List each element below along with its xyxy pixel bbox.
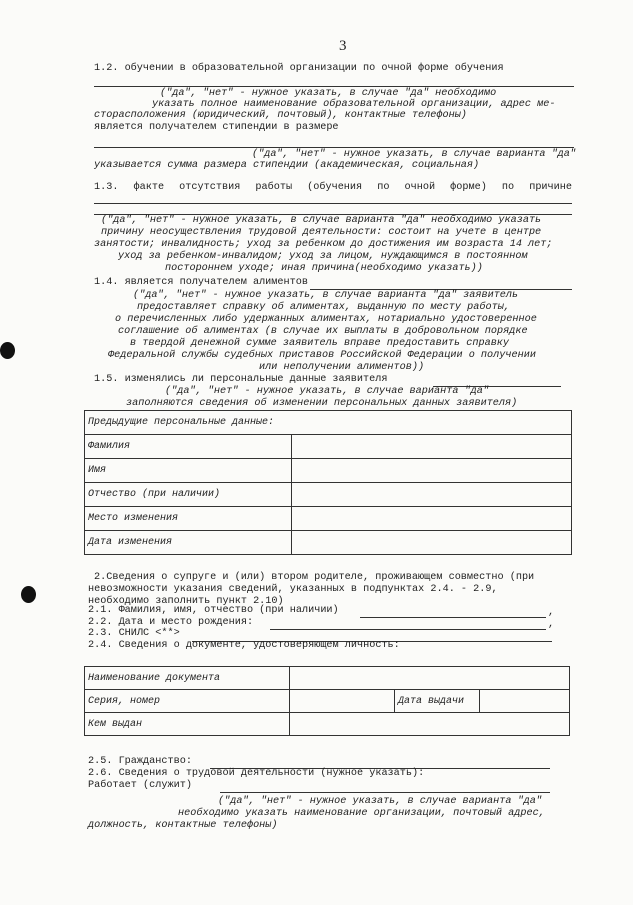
previous-personal-data-table bbox=[84, 410, 572, 555]
name-cell[interactable] bbox=[292, 459, 572, 483]
line-works[interactable] bbox=[220, 792, 550, 793]
line-2-1[interactable] bbox=[360, 617, 546, 618]
s1-2-stipend: является получателем стипендии в размере bbox=[94, 122, 339, 133]
s1-2-note-3: сторасположения (юридический, почтовый), контактные телефоны) bbox=[94, 110, 467, 121]
s1-3-note-5: постороннем уходе; иная причина(необходимо указать)) bbox=[165, 263, 483, 274]
item-2-3: 2.3. СНИЛС <**> bbox=[88, 628, 180, 639]
table-row: Имя bbox=[85, 459, 572, 483]
patronymic-cell[interactable] bbox=[292, 483, 572, 507]
change-place-cell[interactable] bbox=[292, 507, 572, 531]
table-row: Место изменения bbox=[85, 507, 572, 531]
item-2-2: 2.2. Дата и место рождения: bbox=[88, 617, 254, 628]
section-1-2-text: 1.2. обучении в образовательной организации по очной форме обучения bbox=[94, 63, 504, 74]
table-row: Отчество (при наличии) bbox=[85, 483, 572, 507]
s1-4-note-7: или неполучении алиментов)) bbox=[259, 362, 425, 373]
section-1-3-text: 1.3. факте отсутствия работы (обучения по очной форме) по причине bbox=[94, 182, 572, 193]
s1-2-note2-1: ("да", "нет" - нужное указать, в случае варианта "да" bbox=[252, 149, 577, 160]
line-stipend bbox=[94, 147, 574, 148]
page-number: 3 bbox=[339, 38, 347, 54]
table-row: Дата изменения bbox=[85, 531, 572, 555]
line-2-2[interactable] bbox=[270, 629, 546, 630]
s1-5-note-1: ("да", "нет" - нужное указать, в случае варианта "да" bbox=[165, 386, 490, 397]
item-2-6: 2.6. Сведения о трудовой деятельности (нужное указать): bbox=[88, 768, 425, 779]
table-header: Предыдущие персональные данные: bbox=[85, 411, 572, 435]
s1-3-note-3: занятости; инвалидность; уход за ребенком до достижения им возраста 14 лет; bbox=[94, 239, 553, 250]
issued-by-cell[interactable] bbox=[290, 713, 570, 736]
comma-2-2: , bbox=[548, 619, 555, 630]
item-2-5: 2.5. Гражданство: bbox=[88, 756, 192, 767]
s1-4-note-5: в твердой денежной сумме заявитель вправе предоставить справку bbox=[130, 338, 510, 349]
issue-date-cell[interactable] bbox=[480, 690, 570, 713]
doc-name-cell[interactable] bbox=[290, 667, 570, 690]
works-note-2: необходимо указать наименование организации, почтовый адрес, bbox=[178, 808, 545, 819]
s1-4-note-6: Федеральной службы судебных приставов Российской Федерации о получении bbox=[108, 350, 536, 361]
line-1-3-a bbox=[94, 203, 572, 204]
s1-2-note-2: указать полное наименование образовательной организации, адрес ме- bbox=[152, 99, 556, 110]
identity-document-table bbox=[84, 666, 570, 736]
section-2-para-3: необходимо заполнить пункт 2.10) bbox=[88, 596, 284, 607]
s1-3-note-4: уход за ребенком-инвалидом; уход за лицом, нуждающимся в постоянном bbox=[118, 251, 528, 262]
s1-4-note-2: предоставляет справку об алиментах, выданную по месту работы, bbox=[137, 302, 510, 313]
section-2-para-1: 2.Сведения о супруге и (или) втором родителе, проживающем совместно (при bbox=[94, 572, 535, 583]
series-number-cell[interactable] bbox=[290, 690, 395, 713]
works-label: Работает (служит) bbox=[88, 780, 192, 791]
section-1-5-text: 1.5. изменялись ли персональные данные заявителя bbox=[94, 374, 388, 385]
surname-cell[interactable] bbox=[292, 435, 572, 459]
s1-2-note2-2: указывается сумма размера стипендии (академическая, социальная) bbox=[94, 160, 480, 171]
line-1-2 bbox=[94, 86, 574, 87]
change-date-cell[interactable] bbox=[292, 531, 572, 555]
works-note-1: ("да", "нет" - нужное указать, в случае варианта "да" bbox=[218, 796, 543, 807]
item-2-4: 2.4. Сведения о документе, удостоверяющем личность: bbox=[88, 640, 400, 651]
s1-3-note-2: причину неосуществления трудовой деятельности: состоит на учете в центре bbox=[101, 227, 542, 238]
s1-2-note-1: ("да", "нет" - нужное указать, в случае "да" необходимо bbox=[160, 88, 497, 99]
punch-hole-top bbox=[0, 342, 15, 359]
s1-4-note-3: о перечисленных либо удержанных алиментах, нотариально удостоверенное bbox=[115, 314, 537, 325]
section-2-para-2: невозможности указания сведений, указанных в подпунктах 2.4. - 2.9, bbox=[88, 584, 498, 595]
comma-2-1: , bbox=[548, 607, 555, 618]
item-2-1: 2.1. Фамилия, имя, отчество (при наличии) bbox=[88, 605, 339, 616]
s1-5-note-2: заполняются сведения об изменении персональных данных заявителя) bbox=[126, 398, 518, 409]
section-1-4-text: 1.4. является получателем алиментов bbox=[94, 277, 308, 288]
punch-hole-bottom bbox=[21, 586, 36, 603]
works-note-3: должность, контактные телефоны) bbox=[88, 820, 278, 831]
s1-4-note-1: ("да", "нет" - нужное указать, в случае варианта "да" заявитель bbox=[133, 290, 519, 301]
s1-4-note-4: соглашение об алиментах (в случае их выплаты в добровольном порядке bbox=[118, 326, 528, 337]
table-row: Фамилия bbox=[85, 435, 572, 459]
table-row: Кем выдан bbox=[85, 713, 570, 736]
table-row: Серия, номер Дата выдачи bbox=[85, 690, 570, 713]
s1-3-note-1: ("да", "нет" - нужное указать, в случае варианта "да" необходимо указать bbox=[101, 215, 542, 226]
table-row: Наименование документа bbox=[85, 667, 570, 690]
